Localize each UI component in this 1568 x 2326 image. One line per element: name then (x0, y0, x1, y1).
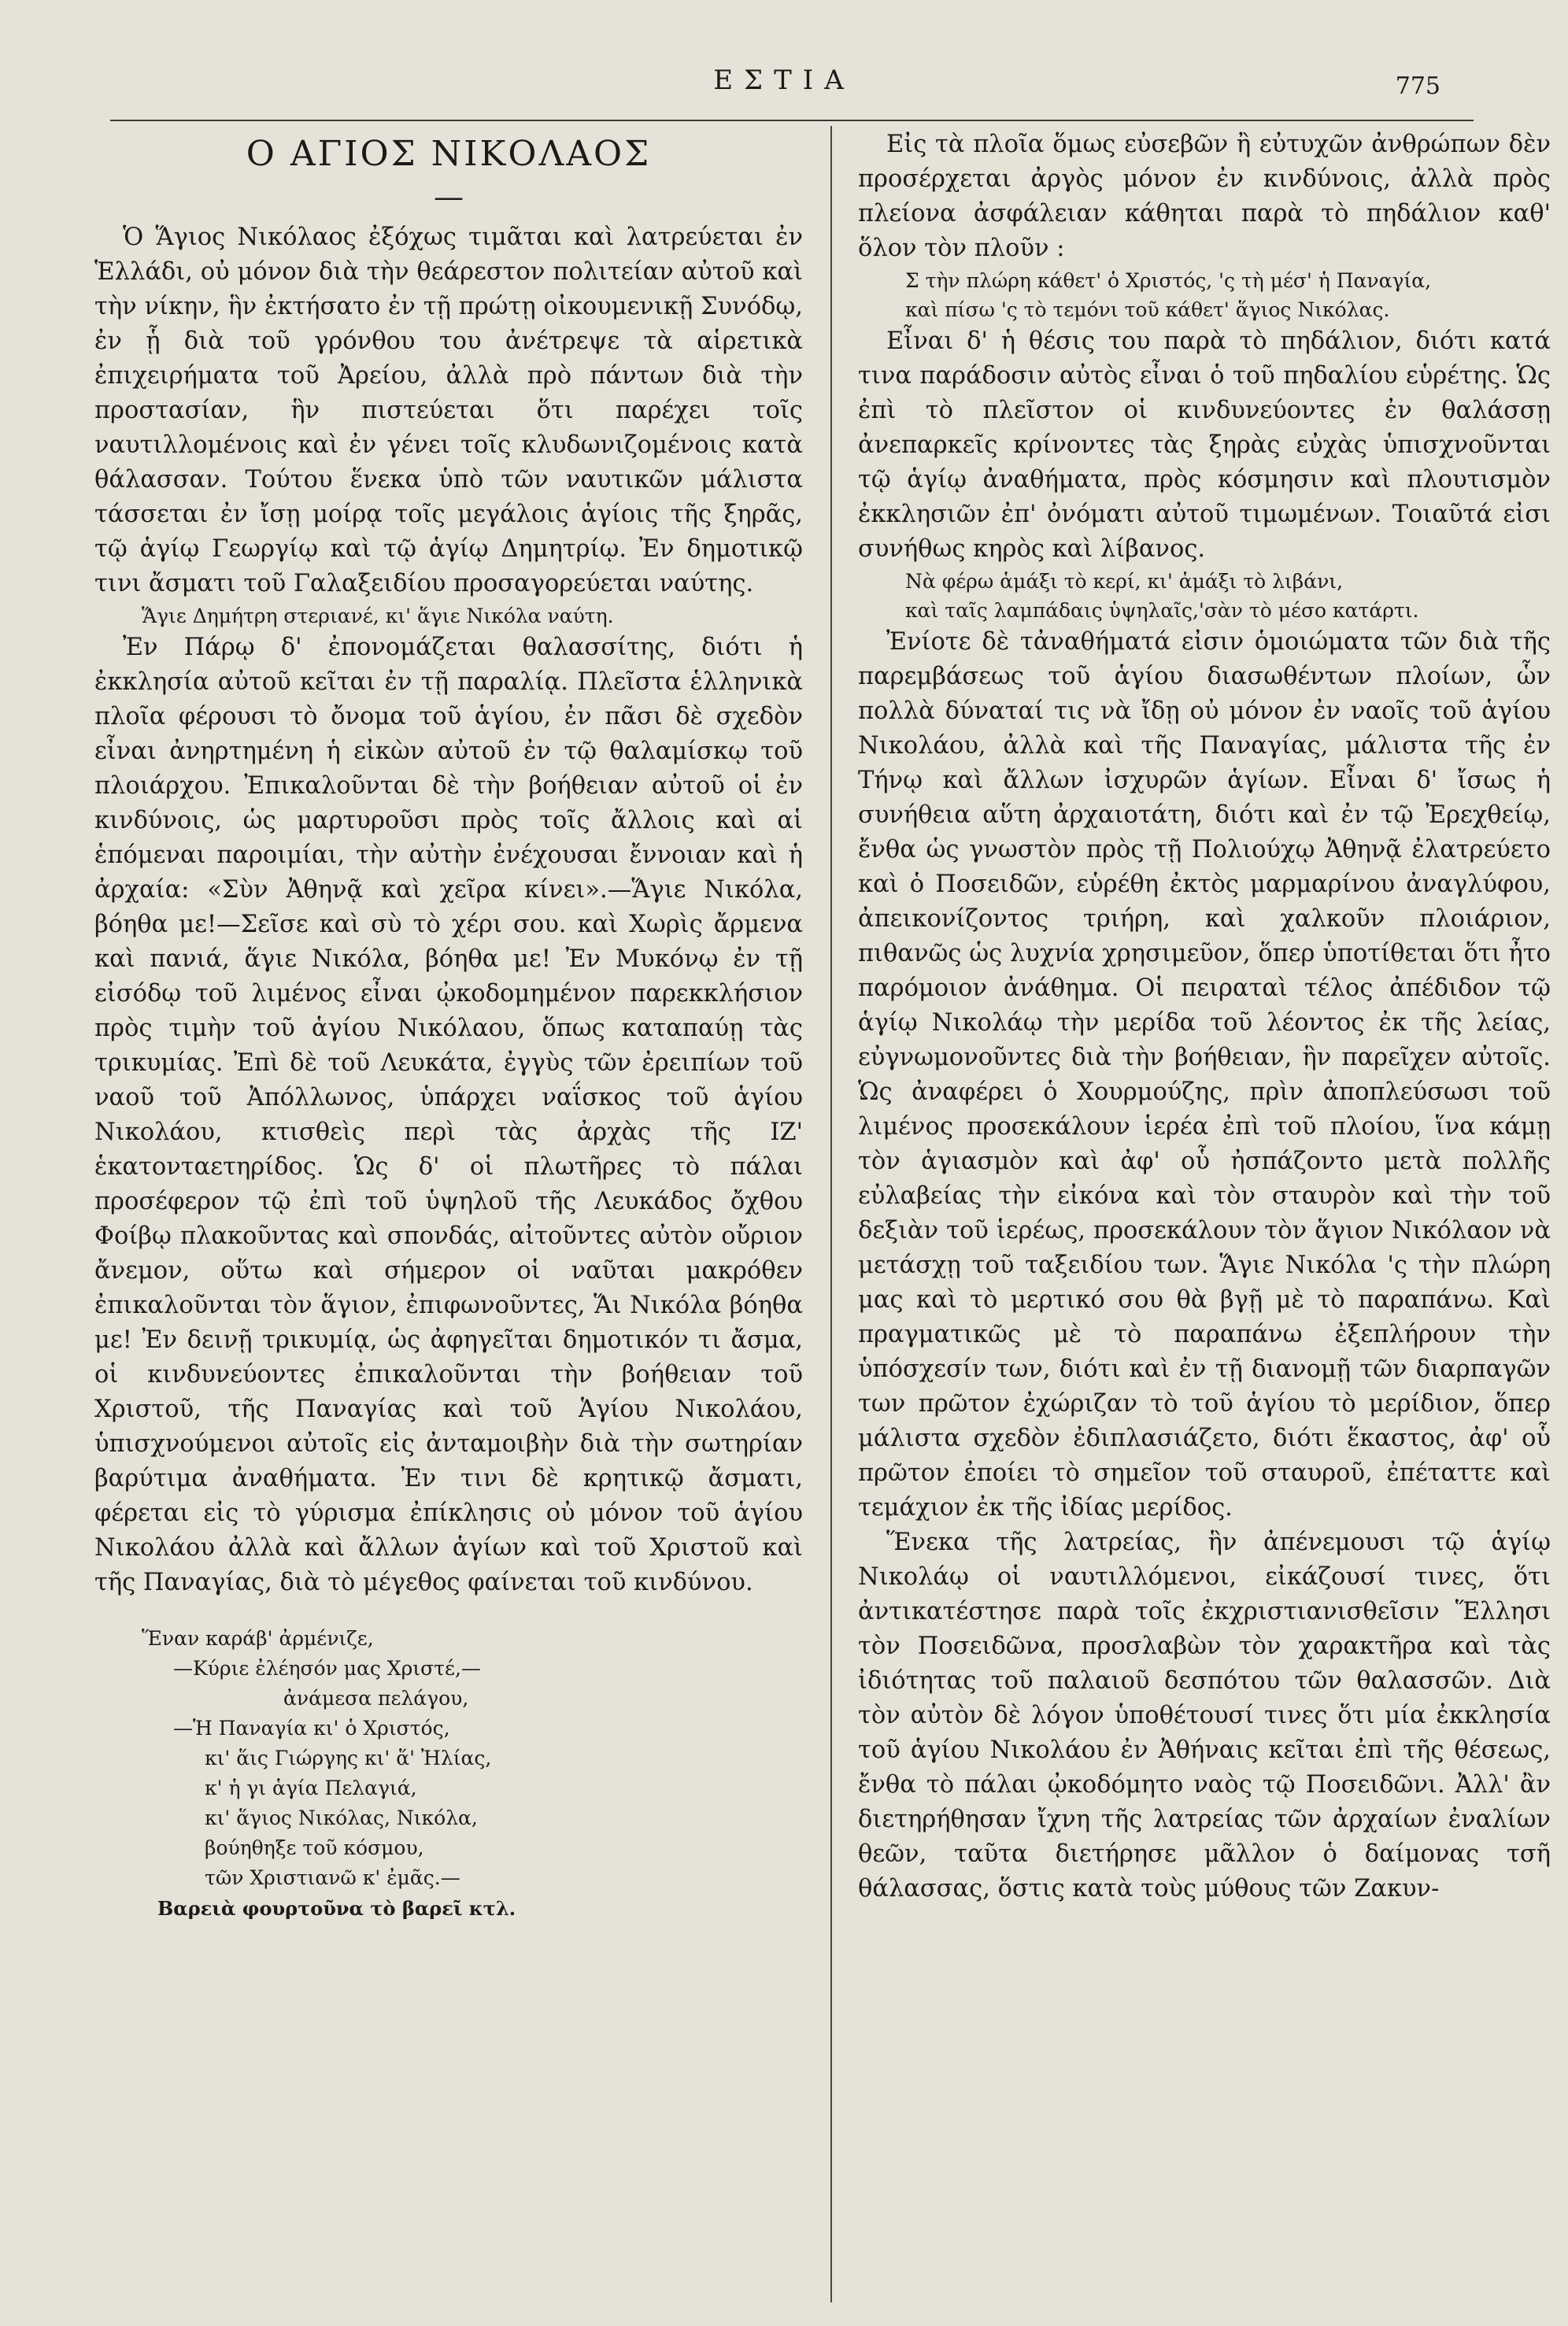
verse-line: καὶ πίσω 'ς τὸ τεμόνι τοῦ κάθετ' ἅγιος Νικόλας. (905, 298, 1390, 321)
title-separator: — (434, 179, 464, 214)
verse-quote (858, 567, 1551, 625)
paragraph: Εἰς τὰ πλοῖα ὅμως εὐσεβῶν ἢ εὐτυχῶν ἀνθρώπων δὲν προσέρχεται ἀργὸς μόνον ἐν κινδύνοις, ἀλλὰ πρὸς πλείονα ἀσφάλειαν κάθηται παρὰ τὸ πηδάλιον καθ' ὅλον τὸν πλοῦν : (858, 131, 1551, 262)
header-rule (110, 120, 1474, 121)
poem-line: κι' ἅγιος Νικόλας, Νικόλα, (205, 1806, 478, 1829)
left-column (94, 128, 803, 1925)
paragraph: Εἶναι δ' ἡ θέσις του παρὰ τὸ πηδάλιον, διότι κατά τινα παράδοσιν αὐτὸς εἶναι ὁ τοῦ πηδαλίου εὑρέτης. Ὡς ἐπὶ τὸ πλεῖστον οἱ κινδυνεύοντες ἐν θαλάσσῃ ἀνεπαρκεῖς κρίνοντες τὰς ξηρὰς εὐχὰς ὑπισχνοῦνται τῷ ἁγίῳ ἀναθήματα, πρὸς κόσμησιν καὶ πλουτισμὸν ἐκκλησιῶν ἐπ' ὀνόματι αὐτοῦ τιμωμένων. Τοιαῦτά εἰσι συνήθως κηρὸς καὶ λίβανος. (858, 327, 1551, 563)
article-title: Ο ΑΓΙΟΣ ΝΙΚΟΛΑΟΣ (246, 134, 652, 174)
paragraph: Ἕνεκα τῆς λατρείας, ἣν ἀπένεμουσι τῷ ἁγίῳ Νικολάῳ οἱ ναυτιλλόμενοι, εἰκάζουσί τινες, ὅτι ἀντικατέστησε παρὰ τοῖς ἐκχριστιανισθεῖσιν Ἕλλησι τὸν Ποσειδῶνα, προσλαβὼν τὸν χαρακτῆρα καὶ τὰς ἰδιότητας τοῦ παλαιοῦ δεσπότου τῶν θαλασσῶν. Διὰ τὸν αὐτὸν δὲ λόγον ὑποθέτουσί τινες ὅτι μία ἐκκλησία τοῦ ἁγίου Νικολάου ἐν Ἀθήναις κεῖται ἐπὶ τῆς θέσεως, ἔνθα τὸ πάλαι ᾠκοδόμητο ναὸς τῷ Ποσειδῶνι. Ἀλλ' ἂν διετηρήθησαν ἴχνη τῆς λατρείας τῶν ἀρχαίων ἐναλίων θεῶν, ταῦτα διετήρησε μᾶλλον ὁ δαίμονας τσῆ θάλασσας, ὅστις κατὰ τοὺς μύθους τῶν Ζακυν- (858, 1529, 1551, 1903)
paragraph: Ὁ Ἅγιος Νικόλαος ἐξόχως τιμᾶται καὶ λατρεύεται ἐν Ἑλλάδι, οὐ μόνον διὰ τὴν θεάρεστον πολιτείαν αὐτοῦ καὶ τὴν νίκην, ἣν ἐκτήσατο ἐν τῇ πρώτῃ οἰκουμενικῇ Συνόδῳ, ἐν ᾗ διὰ τοῦ γρόνθου του ἀνέτρεψε τὰ αἱρετικὰ ἐπιχειρήματα τοῦ Ἀρείου, ἀλλὰ πρὸ πάντων διὰ τὴν προστασίαν, ἣν πιστεύεται ὅτι παρέχει τοῖς ναυτιλλομένοις καὶ ἐν γένει τοῖς κλυδωνιζομένοις κατὰ θάλασσαν. Τούτου ἕνεκα ὑπὸ τῶν ναυτικῶν μάλιστα τάσσεται ἐν ἴσῃ μοίρᾳ τοῖς μεγάλοις ἁγίοις τῆς ξηρᾶς, τῷ ἁγίῳ Γεωργίῳ καὶ τῷ ἁγίῳ Δημητρίῳ. Ἐν δημοτικῷ τινι ἄσματι τοῦ Γαλαξειδίου προσαγορεύεται ναύτης. (94, 224, 803, 597)
right-column (858, 128, 1551, 1906)
paragraph: Ἐν Πάρῳ δ' ἐπονομάζεται θαλασσίτης, διότι ἡ ἐκκλησία αὐτοῦ κεῖται ἐν τῇ παραλίᾳ. Πλεῖστα ἑλληνικὰ πλοῖα φέρουσι τὸ ὄνομα τοῦ ἁγίου, ἐν πᾶσι δὲ σχεδὸν εἶναι ἀνηρτημένη ἡ εἰκὼν αὐτοῦ ἐν τῷ θαλαμίσκῳ τοῦ πλοιάρχου. Ἐπικαλοῦνται δὲ τὴν βοήθειαν αὐτοῦ οἱ ἐν κινδύνοις, ὡς μαρτυροῦσι πρὸς τοῖς ἄλλοις καὶ αἱ ἑπόμεναι παροιμίαι, τὴν αὐτὴν ἐνέχουσαι ἔννοιαν καὶ ἡ ἀρχαία: «Σὺν Ἀθηνᾷ καὶ χεῖρα κίνει».—Ἅγιε Νικόλα, βόηθα με!—Σεῖσε καὶ σὺ τὸ χέρι σου. καὶ Χωρὶς ἄρμενα καὶ πανιά, ἅγιε Νικόλα, βόηθα με! Ἐν Μυκόνῳ ἐν τῇ εἰσόδῳ τοῦ λιμένος εἶναι ᾠκοδομημένον παρεκκλήσιον πρὸς τιμὴν τοῦ ἁγίου Νικόλαου, ὅπως καταπαύῃ τὰς τρικυμίας. Ἐπὶ δὲ τοῦ Λευκάτα, ἐγγὺς τῶν ἐρειπίων τοῦ ναοῦ τοῦ Ἀπόλλωνος, ὑπάρχει ναΐσκος τοῦ ἁγίου Νικολάου, κτισθεὶς περὶ τὰς ἀρχὰς τῆς ΙΖ' ἑκατονταετηρίδος. Ὡς δ' οἱ πλωτῆρες τὸ πάλαι προσέφερον τῷ ἐπὶ τοῦ ὑψηλοῦ τῆς Λευκάδος ὄχθου Φοίβῳ πλακοῦντας καὶ σπονδάς, αἰτοῦντες αὐτὸν οὔριον ἄνεμον, οὕτω καὶ σήμερον οἱ ναῦται μακρόθεν ἐπικαλοῦνται τὸν ἅγιον, ἐπιφωνοῦντες, Ἅι Νικόλα βόηθα με! Ἐν δεινῇ τρικυμίᾳ, ὡς ἀφηγεῖται δημοτικόν τι ἄσμα, οἱ κινδυνεύοντες ἐπικαλοῦνται τὴν βοήθειαν τοῦ Χριστοῦ, τῆς Παναγίας καὶ τοῦ Ἁγίου Νικολάου, ὑπισχνούμενοι αὐτοῖς εἰς ἀνταμοιβὴν διὰ τὴν σωτηρίαν βαρύτιμα ἀναθήματα. Ἐν τινι δὲ κρητικῷ ἄσματι, φέρεται εἰς τὸ γύρισμα ἐπίκλησις οὐ μόνον τοῦ ἁγίου Νικολάου ἀλλὰ καὶ ἄλλων ἁγίων καὶ τοῦ Χριστοῦ καὶ τῆς Παναγίας, διὰ τὸ μέγεθος φαίνεται τοῦ κινδύνου. (94, 634, 803, 1596)
poem-line: —Κύριε ἐλέησόν μας Χριστέ,— (173, 1657, 481, 1680)
verse-quote (94, 601, 803, 630)
poem-line: τῶν Χριστιανῶ κ' ἐμᾶς.— (205, 1866, 460, 1889)
verse-line: Σ τὴν πλώρη κάθετ' ὁ Χριστός, 'ς τὴ μέσ' ἡ Παναγία, (905, 269, 1432, 292)
verse-line: Ἅγιε Δημήτρη στεριανέ, κι' ἅγιε Νικόλα ναύτη. (142, 605, 614, 627)
poem-line: Ἕναν καράβ' ἀρμένιζε, (142, 1627, 374, 1650)
running-head: ΕΣΤΙΑ (713, 65, 855, 96)
column-divider (830, 126, 832, 2302)
poem-line: κι' ἅις Γιώργης κι' ἅ' Ἠλίας, (205, 1747, 492, 1769)
verse-quote (858, 266, 1551, 324)
page-number: 775 (1395, 72, 1440, 100)
poem (94, 1624, 803, 1893)
poem-last-line: Βαρειὰ φουρτοῦνα τὸ βαρεῖ κτλ. (157, 1897, 516, 1920)
poem-line: —Ἡ Παναγία κι' ὁ Χριστός, (173, 1717, 450, 1740)
poem-line: ἀνάμεσα πελάγου, (283, 1687, 469, 1710)
poem-line: βούηθηξε τοῦ κόσμου, (205, 1836, 424, 1859)
poem-line: κ' ἡ γι ἁγία Πελαγιά, (205, 1777, 417, 1799)
verse-line: Νὰ φέρω ἁμάξι τὸ κερί, κι' ἁμάξι τὸ λιβάνι, (905, 570, 1344, 593)
paragraph: Ἐνίοτε δὲ τἀναθήματά εἰσιν ὁμοιώματα τῶν διὰ τῆς παρεμβάσεως τοῦ ἁγίου διασωθέντων πλοίων, ὧν πολλὰ δύναταί τις νὰ ἴδῃ οὐ μόνον ἐν ναοῖς τοῦ ἁγίου Νικολάου, ἀλλὰ καὶ τῆς Παναγίας, μάλιστα τῆς ἐν Τήνῳ καὶ ἄλλων ἰσχυρῶν ἁγίων. Εἶναι δ' ἴσως ἡ συνήθεια αὕτη ἀρχαιοτάτη, διότι καὶ ἐν τῷ Ἐρεχθείῳ, ἔνθα ὡς γνωστὸν πρὸς τῇ Πολιούχῳ Ἀθηνᾷ ἐλατρεύετο καὶ ὁ Ποσειδῶν, εὑρέθη ἐκτὸς μαρμαρίνου ἀναγλύφου, ἀπεικονίζοντος τριήρη, καὶ χαλκοῦν πλοιάριον, πιθανῶς ὡς λυχνία χρησιμεῦον, ὅπερ ὑποτίθεται ὅτι ἦτο παρόμοιον ἀνάθημα. Οἱ πειραταὶ τέλος ἀπέδιδον τῷ ἁγίῳ Νικολάῳ τὴν μερίδα τοῦ λέοντος ἐκ τῆς λείας, εὐγνωμονοῦντες διὰ τὴν βοήθειαν, ἣν παρεῖχεν αὐτοῖς. Ὡς ἀναφέρει ὁ Χουρμούζης, πρὶν ἀποπλεύσωσι τοῦ λιμένος προσεκάλουν ἱερέα ἐπὶ τοῦ πλοίου, ἵνα κάμῃ τὸν ἁγιασμὸν καὶ ἀφ' οὗ ἠσπάζοντο μετὰ πολλῆς εὐλαβείας τὴν εἰκόνα καὶ τὸν σταυρὸν καὶ τὴν τοῦ δεξιὰν τοῦ ἱερέως, προσεκάλουν τὸν ἅγιον Νικόλαον νὰ μετάσχῃ τοῦ ταξειδίου των. Ἅγιε Νικόλα 'ς τὴν πλώρη μας καὶ τὸ μερτικό σου θὰ βγῇ μὲ τὸ παραπάνω. Καὶ πραγματικῶς μὲ τὸ παραπάνω ἐξεπλήρουν τὴν ὑπόσχεσίν των, διότι καὶ ἐν τῇ διανομῇ τῶν διαρπαγῶν των πρῶτον ἐχώριζαν τὸ τοῦ ἁγίου τὸ μερίδιον, ὅπερ μάλιστα σχεδὸν ἐδιπλασιάζετο, διότι ἕκαστος, ἀφ' οὗ πρῶτον ἐποίει τὸ σημεῖον τοῦ σταυροῦ, ἐπέταττε καὶ τεμάχιον ἐκ τῆς ἰδίας μερίδος. (858, 628, 1551, 1522)
verse-line: καὶ ταῖς λαμπάδαις ὑψηλαῖς,'σὰν τὸ μέσο κατάρτι. (905, 599, 1419, 622)
